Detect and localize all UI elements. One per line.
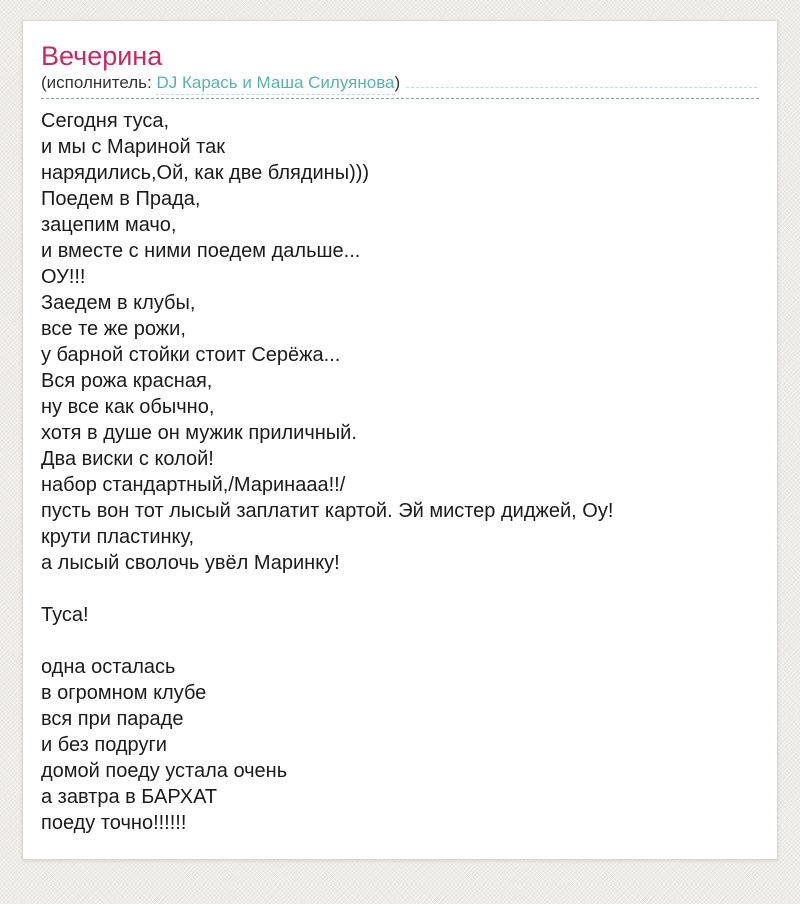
lyrics-text (41, 108, 759, 836)
lyric-line (41, 628, 759, 654)
lyric-line: Вся рожа красная, (41, 370, 213, 392)
lyric-line: ОУ!!! (41, 266, 86, 288)
lyric-line (41, 576, 759, 602)
artist-row (41, 72, 759, 99)
lyric-line: и мы с Мариной так (41, 136, 225, 158)
lyric-line: поеду точно!!!!!! (41, 812, 187, 834)
lyric-line: Заедем в клубы, (41, 292, 196, 314)
lyric-line: нарядились,Ой, как две блядины))) (41, 162, 370, 184)
lyric-line: вся при параде (41, 708, 184, 730)
artist-label-suffix: ) (394, 73, 401, 92)
page-title: Вечерина (41, 41, 163, 71)
lyric-line: Сегодня туса, (41, 110, 170, 132)
artist-link[interactable]: DJ Карась и Маша Силуянова (156, 72, 394, 95)
lyric-line: а лысый сволочь увёл Маринку! (41, 552, 340, 574)
lyric-line: хотя в душе он мужик приличный. (41, 422, 357, 444)
lyric-line: зацепим мачо, (41, 214, 177, 236)
lyric-line: крути пластинку, (41, 526, 195, 548)
lyric-line: набор стандартный,/Маринааа!!/ (41, 474, 346, 496)
artist-label-prefix: (исполнитель: (41, 73, 157, 92)
lyric-line: Туса! (41, 604, 89, 626)
page-background (0, 20, 800, 904)
lyric-line: а завтра в БАРХАТ (41, 786, 218, 808)
lyric-line: в огромном клубе (41, 682, 207, 704)
lyric-line: ну все как обычно, (41, 396, 215, 418)
dashed-leader-line (406, 87, 757, 88)
lyric-line: и вместе с ними поедем дальше... (41, 240, 361, 262)
lyric-line: домой поеду устала очень (41, 760, 288, 782)
lyric-line: одна осталась (41, 656, 176, 678)
lyric-line: пусть вон тот лысый заплатит картой. Эй мистер диджей, Оу! (41, 500, 614, 522)
lyric-line: все те же рожи, (41, 318, 186, 340)
lyric-line: и без подруги (41, 734, 167, 756)
lyric-line: Два виски с колой! (41, 448, 214, 470)
lyric-line: у барной стойки стоит Серёжа... (41, 344, 341, 366)
lyric-line: Поедем в Прада, (41, 188, 201, 210)
lyrics-card (22, 20, 778, 860)
